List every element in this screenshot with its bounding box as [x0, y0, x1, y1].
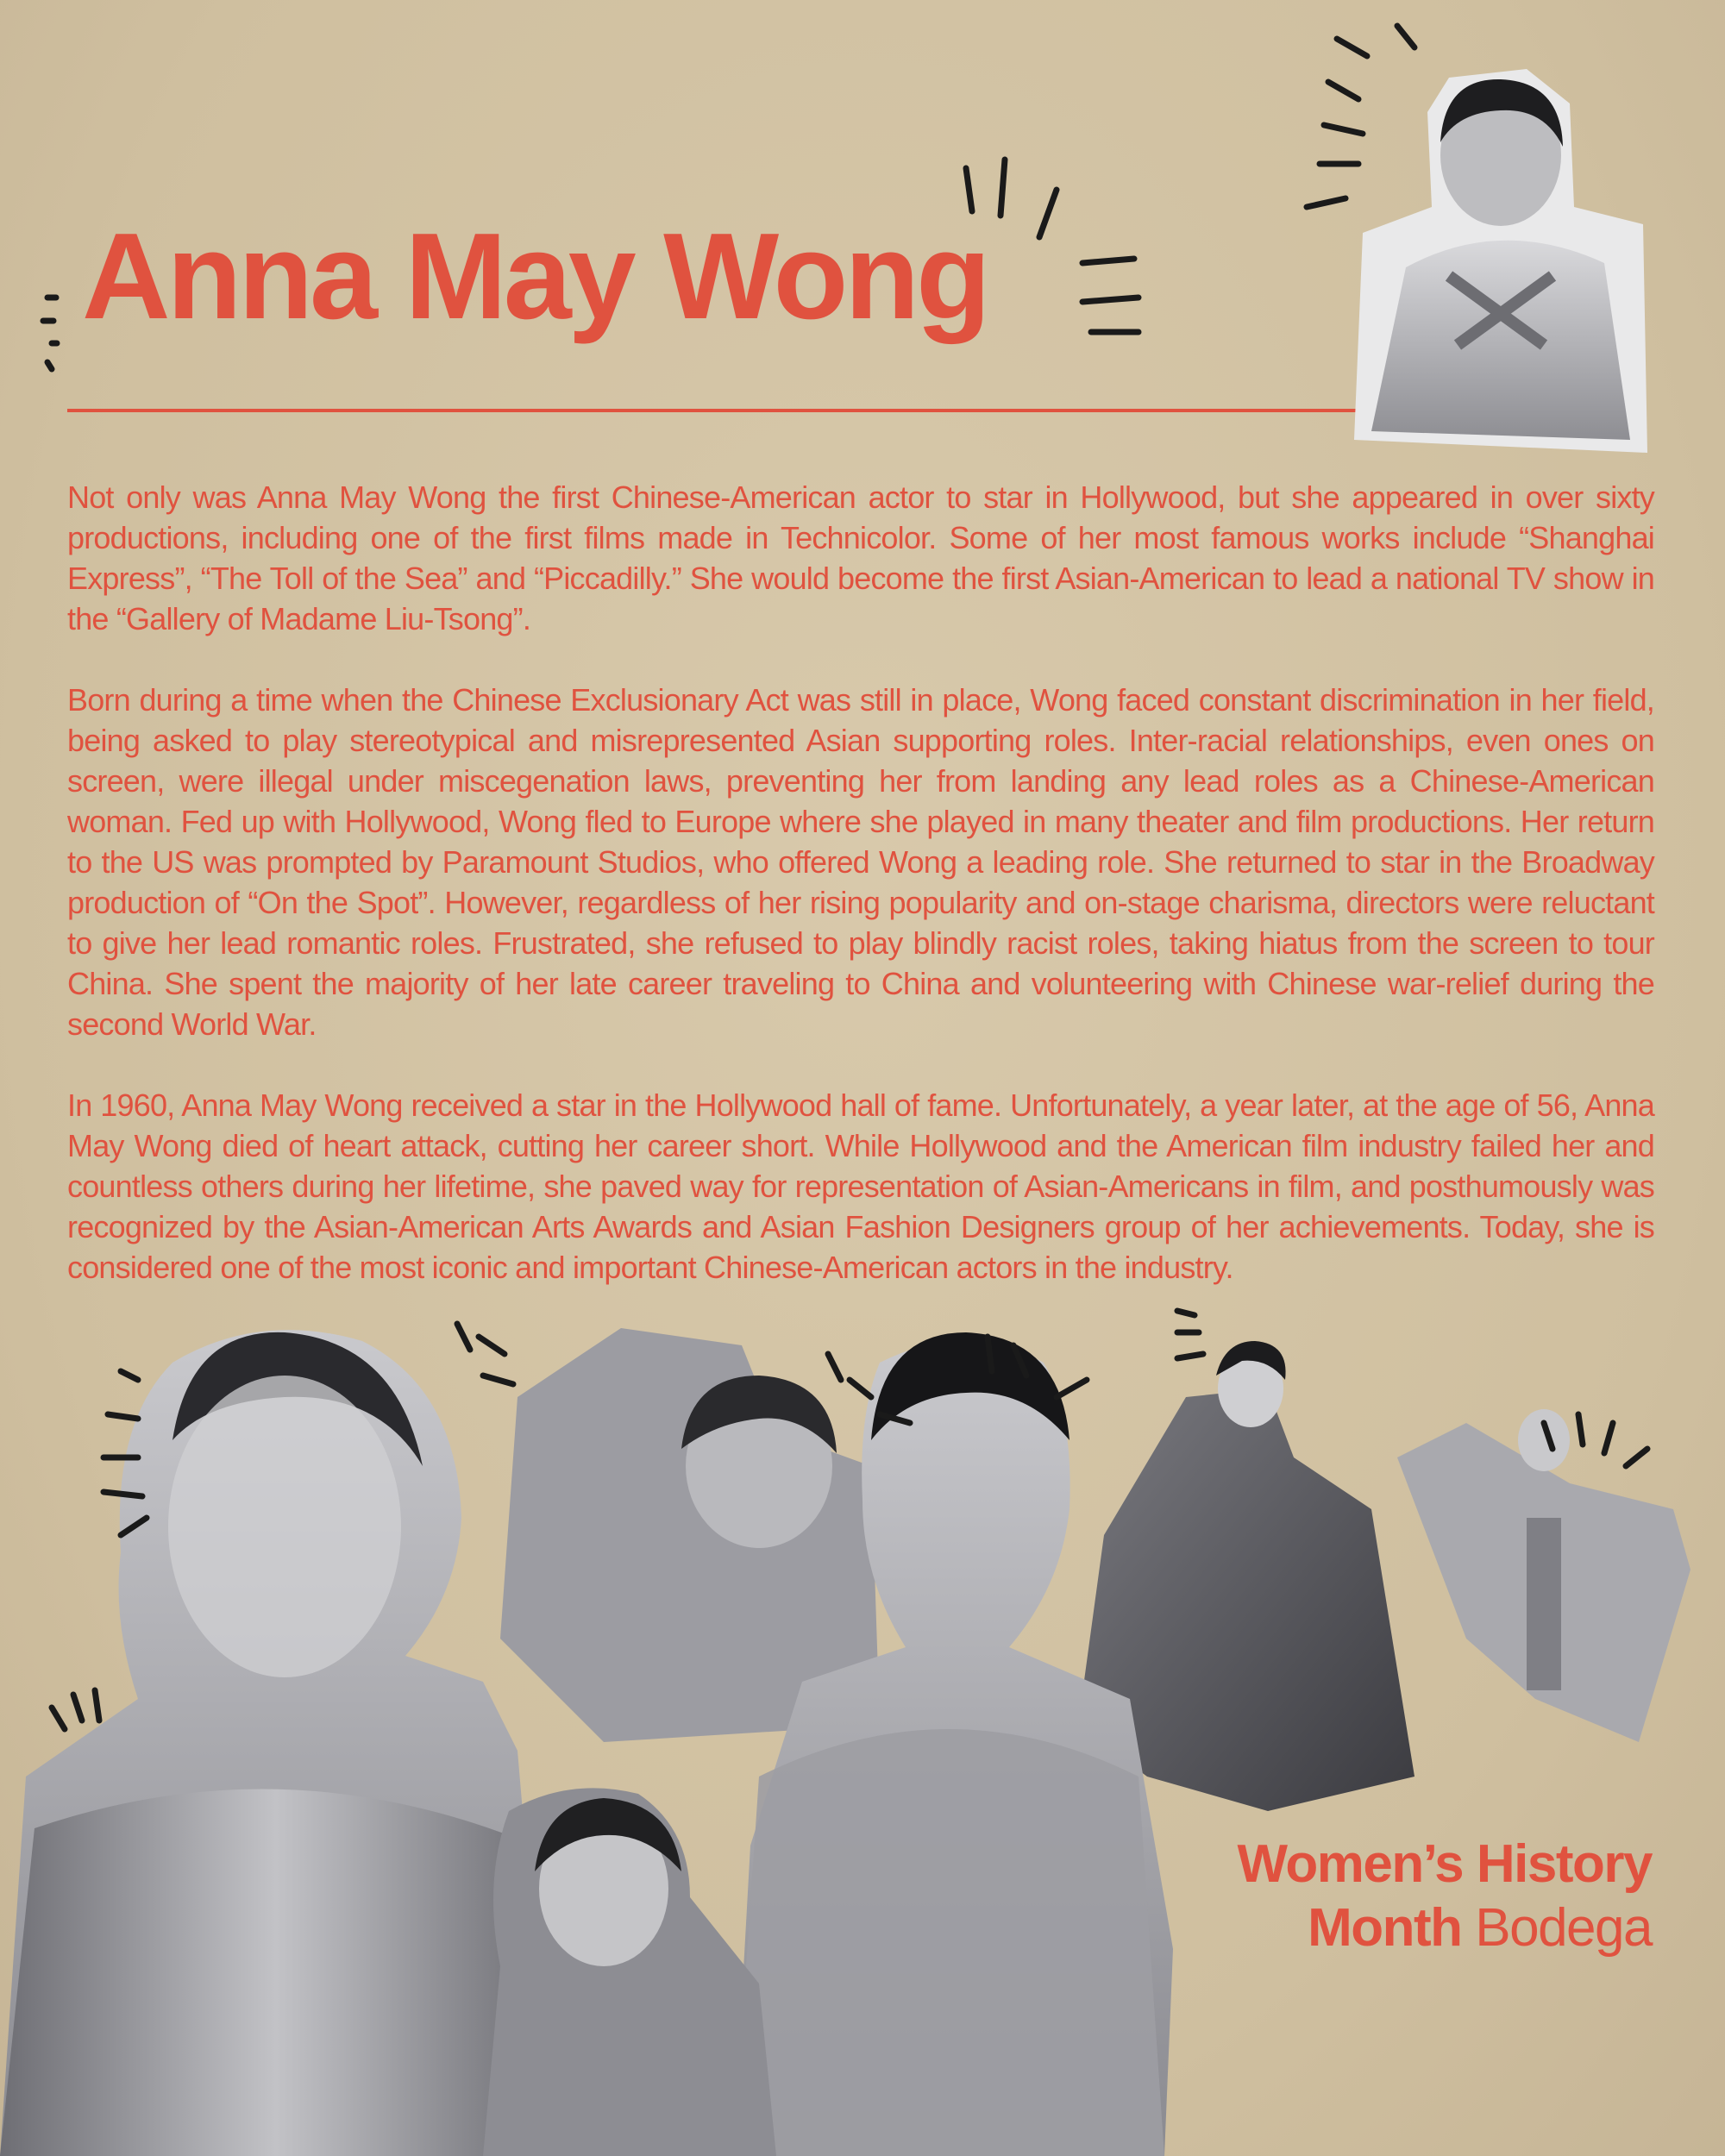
credit-women-history: Women’s History [1237, 1834, 1652, 1894]
paragraph-2: Born during a time when the Chinese Exclusionary Act was still in place, Wong faced constant discrimination in her field, being asked to play stereotypical and misrepresented Asian supporting roles. Inter-racial relationships, even ones on screen, were illegal under miscegenation laws, preventing her from landing any lead roles as a Chinese-American woman. Fed up with Hollywood, Wong fled to Europe where she played in many theater and film productions. Her return to the US was prompted by Paramount Studios, who offered Wong a leading role. She returned to star in the Broadway production of “On the Spot”. However, regardless of her rising popularity and on-stage charisma, directors were reluctant to give her lead romantic roles. Frustrated, she refused to play blindly racist roles, taking hiatus from the screen to tour China. She spent the majority of her late career traveling to China and volunteering with Chinese war-relief during the second World War. [67, 682, 1654, 1042]
credit-month: Month [1308, 1898, 1462, 1958]
paragraph-3: In 1960, Anna May Wong received a star in the Hollywood hall of fame. Unfortunately, a year later, at the age of 56, Anna May Wong died of heart attack, cutting her career short. While Hollywood and the American film industry failed her and countless others during her lifetime, she paved way for representation of Asian-Americans in film, and posthumously was recognized by the Asian-American Arts Awards and Asian Fashion Designers group of her achievements. Today, she is considered one of the most iconic and important Chinese-American actors in the industry. [67, 1087, 1654, 1285]
credit-bodega: Bodega [1475, 1898, 1652, 1958]
page-title: Anna May Wong [82, 208, 988, 345]
credit-line-2 [1238, 1896, 1653, 1960]
paragraph-1: Not only was Anna May Wong the first Chinese-American actor to star in Hollywood, but she appeared in over sixty productions, including one of the first films made in Technicolor. Some of her most famous works include “Shanghai Express”, “The Toll of the Sea” and “Piccadilly.” She would become the first Asian-American to lead a national TV show in the “Gallery of Madame Liu-Tsong”. [67, 479, 1654, 636]
credit-line-1 [1238, 1833, 1653, 1896]
credit-block [1238, 1833, 1653, 1960]
